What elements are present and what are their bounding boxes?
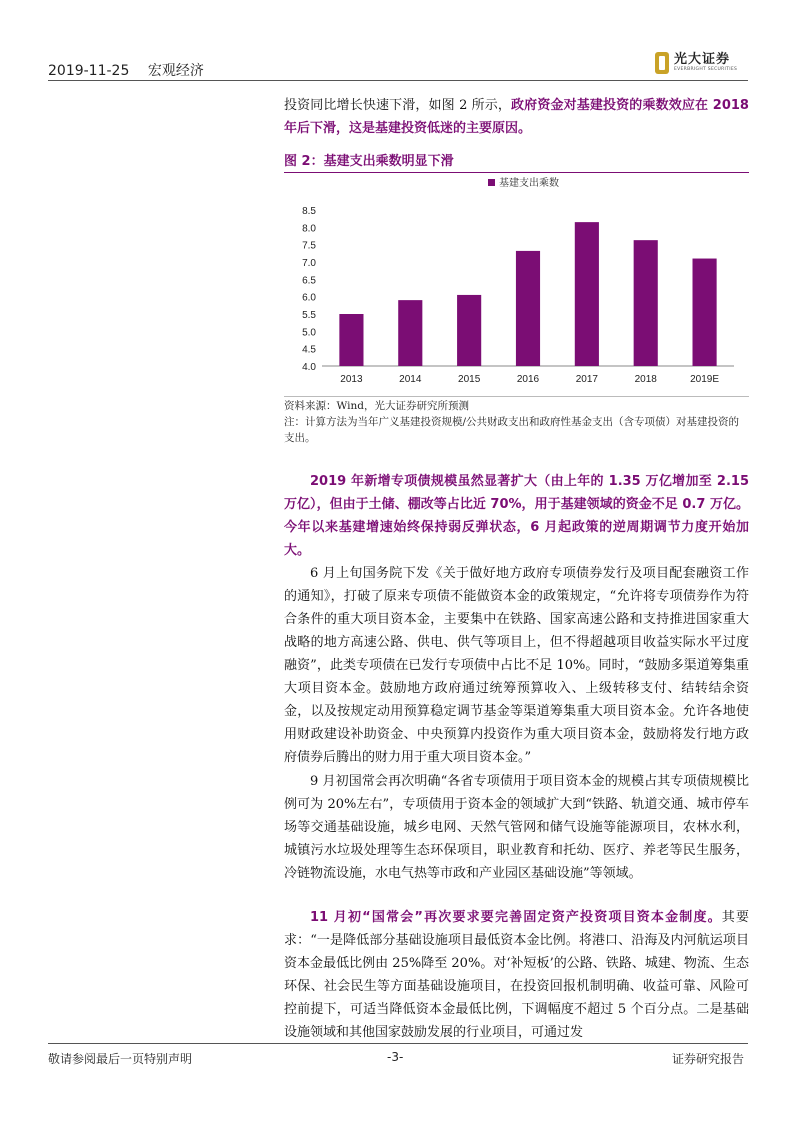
bar-2013 <box>339 314 363 366</box>
y-tick-label: 7.5 <box>302 240 316 252</box>
figure-title: 图 2：基建支出乘数明显下滑 <box>284 154 454 169</box>
paragraph-1-text: 2019 年新增专项债规模虽然显著扩大（由上年的 1.35 万亿增加至 2.15 万亿），但由于土储、棚改等占比近 70%，用于基建领域的资金不足 0.7 万亿。今年以来基建增速始终保持弱反弹状态，6 月起政策的逆周期调节力度开始加大。 <box>284 474 749 558</box>
bar-chart <box>284 172 749 394</box>
company-logo <box>655 52 737 74</box>
y-tick-label: 7.0 <box>302 258 316 269</box>
x-tick-label: 2019E <box>690 374 720 385</box>
bar-2014 <box>398 300 422 366</box>
paragraph-3 <box>284 770 749 885</box>
y-tick-label: 6.0 <box>302 292 316 304</box>
report-date: 2019-11-25 <box>48 63 130 79</box>
x-tick-label: 2015 <box>458 374 481 385</box>
paragraph-2-text: 6 月上旬国务院下发《关于做好地方政府专项债券发行及项目配套融资工作的通知》，打破了原来专项债不能做资本金的政策规定，“允许将专项债券作为符合条件的重大项目资本金，主要集中在铁路、国家高速公路和支持推进国家重大战略的地方高速公路、供电、供气等项目上，但不得超越项目收益实际水平过度融资”，此类专项债在已发行专项债中占比不足 10%。同时，“鼓励多渠道筹集重大项目资本金。鼓励地方政府通过统筹预算收入、上级转移支付、结转结余资金，以及按规定动用预算稳定调节基金等渠道筹集重大项目资本金。允许各地使用财政建设补助资金、中央预算内投资作为重大项目资本金，鼓励将发行地方政府债券后腾出的财力用于重大项目资本金。” <box>284 566 749 765</box>
paragraph-3-text: 9 月初国常会再次明确“各省专项债用于项目资本金的规模占其专项债规模比例可为 20%左右”，专项债用于资本金的领域扩大到“铁路、轨道交通、城市停车场等交通基础设施，城乡电网、天然气管网和储气设施等能源项目，农林水利，城镇污水垃圾处理等生态环保项目，职业教育和托幼、医疗、养老等民生服务，冷链物流设施，水电气热等市政和产业园区基础设施”等领域。 <box>284 774 749 881</box>
page-number: -3- <box>387 1050 404 1064</box>
intro-bold: 政府资金对基建投资的乘数效应在 2018 年后下滑，这是基建投资低迷的主要原因。 <box>284 98 749 136</box>
y-tick-label: 4.0 <box>302 362 316 373</box>
bar-2019E <box>693 259 717 366</box>
bar-2016 <box>516 251 540 366</box>
report-section: 宏观经济 <box>147 63 204 79</box>
x-tick-label: 2018 <box>634 374 657 385</box>
paragraph-2 <box>284 562 749 769</box>
legend-swatch <box>488 179 495 186</box>
intro-paragraph <box>284 94 749 140</box>
bar-2018 <box>634 240 658 366</box>
y-tick-label: 6.5 <box>302 275 316 287</box>
paragraph-4 <box>284 906 749 1044</box>
footer-rule <box>48 1043 748 1044</box>
logo-mark-icon <box>655 52 669 74</box>
paragraph-4-bold: 11 月初“国常会”再次要求要完善固定资产投资项目资本金制度。 <box>310 910 722 925</box>
bar-series <box>339 222 716 366</box>
footer-report-type: 证券研究报告 <box>672 1052 745 1066</box>
bar-2015 <box>457 295 481 366</box>
y-tick-label: 8.5 <box>302 206 316 217</box>
logo-name-cn: 光大证券 <box>674 52 731 68</box>
intro-plain: 投资同比增长快速下滑，如图 2 所示， <box>284 98 512 113</box>
x-tick-label: 2016 <box>516 374 540 385</box>
logo-name-en: EVERBRIGHT SECURITIES <box>674 67 738 73</box>
footer-disclaimer: 敬请参阅最后一页特别声明 <box>48 1052 193 1066</box>
chart-legend <box>488 176 559 189</box>
x-tick-label: 2013 <box>340 374 363 385</box>
header-rule <box>48 80 748 81</box>
figure-source: 资料来源：Wind，光大证券研究所预测 <box>284 400 469 412</box>
bar-2017 <box>575 222 599 366</box>
paragraph-1 <box>284 470 749 562</box>
figure-note: 注：计算方法为当年广义基建投资规模/公共财政支出和政府性基金支出（含专项债）对基建投资的支出。 <box>284 416 740 444</box>
y-tick-label: 5.0 <box>302 327 316 339</box>
x-axis <box>322 366 734 385</box>
legend-label: 基建支出乘数 <box>499 178 559 189</box>
x-tick-label: 2014 <box>399 374 422 385</box>
paragraph-4-plain: 其要求：“一是降低部分基础设施项目最低资本金比例。将港口、沿海及内河航运项目资本金最低比例由 25%降至 20%。对‘补短板’的公路、铁路、城建、物流、生态环保、社会民生等方面基础设施项目，在投资回报机制明确、收益可靠、风险可控前提下，可适当降低资本金最低比例，下调幅度不超过 5 个百分点。二是基础设施领域和其他国家鼓励发展的行业项目，可通过发 <box>284 910 749 1040</box>
figure-bottom-rule <box>284 396 749 397</box>
y-axis <box>302 206 316 373</box>
y-tick-label: 4.5 <box>302 344 316 356</box>
y-tick-label: 8.0 <box>302 223 316 235</box>
y-tick-label: 5.5 <box>302 310 316 321</box>
x-tick-label: 2017 <box>575 374 598 385</box>
page-header <box>48 60 204 80</box>
